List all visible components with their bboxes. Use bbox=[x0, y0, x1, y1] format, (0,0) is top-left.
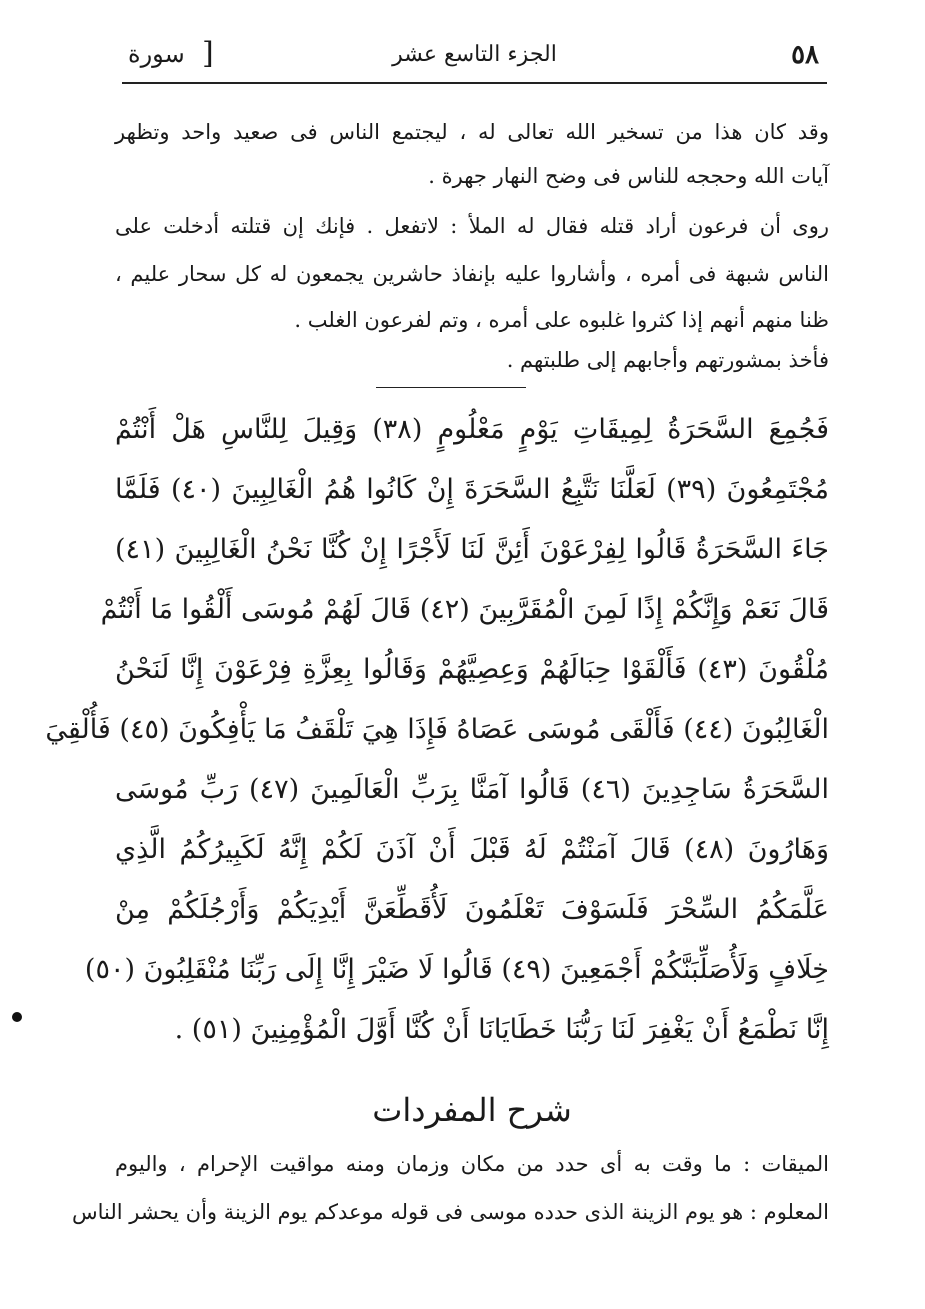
intro-line: وقد كان هذا من تسخير الله تعالى له ، ليجتمع الناس فى صعيد واحد وتظهر bbox=[115, 120, 829, 144]
narration-line: فأخذ بمشورتهم وأجابهم إلى طلبتهم . bbox=[506, 348, 829, 372]
narration-line: الناس شبهة فى أمره ، وأشاروا عليه بإنفاذ حاشرين يجمعون له كل سحار عليم ، bbox=[115, 262, 829, 286]
verse-line: وَهَارُونَ (٤٨) قَالَ آمَنْتُمْ لَهُ قَبْلَ أَنْ آذَنَ لَكُمْ إِنَّهُ لَكَبِيرُكُمُ الَّذِي bbox=[115, 834, 829, 865]
verse-line: مُجْتَمِعُونَ (٣٩) لَعَلَّنَا نَتَّبِعُ السَّحَرَةَ إِنْ كَانُوا هُمُ الْغَالِبِينَ (٤٠) فَلَمَّا bbox=[115, 474, 829, 505]
running-title: الجزء التاسع عشر bbox=[392, 42, 557, 67]
narration-line: ظنا منهم أنهم إذا كثروا غلبوه على أمره ، وتم لفرعون الغلب . bbox=[294, 308, 829, 332]
intro-line: آيات الله وحججه للناس فى وضح النهار جهرة . bbox=[428, 164, 829, 188]
page-header bbox=[122, 34, 827, 84]
margin-dot bbox=[12, 1012, 22, 1022]
header-rule bbox=[122, 82, 827, 84]
verse-line: السَّحَرَةُ سَاجِدِينَ (٤٦) قَالُوا آمَنَّا بِرَبِّ الْعَالَمِينَ (٤٧) رَبِّ مُوسَى bbox=[115, 774, 830, 805]
surah-label: سورة bbox=[128, 40, 185, 68]
verse-line: قَالَ نَعَمْ وَإِنَّكُمْ إِذًا لَمِنَ الْمُقَرَّبِينَ (٤٢) قَالَ لَهُمْ مُوسَى أَلْقُوا مَا أَنْتُمْ bbox=[100, 594, 829, 625]
page-number: ٥٨ bbox=[791, 40, 819, 70]
verse-line: خِلَافٍ وَلَأُصَلِّبَنَّكُمْ أَجْمَعِينَ (٤٩) قَالُوا لَا ضَيْرَ إِنَّا إِلَى رَبِّنَا مُنْقَلِبُونَ (٥٠) bbox=[84, 954, 829, 985]
section-divider bbox=[376, 387, 526, 388]
glossary-line: المعلوم : هو يوم الزينة الذى حدده موسى فى قوله موعدكم يوم الزينة وأن يحشر الناس bbox=[71, 1200, 829, 1224]
verse-line: مُلْقُونَ (٤٣) فَأَلْقَوْا حِبَالَهُمْ وَعِصِيَّهُمْ وَقَالُوا بِعِزَّةِ فِرْعَوْنَ إِنَّا لَنَحْنُ bbox=[115, 654, 829, 685]
verse-line: فَجُمِعَ السَّحَرَةُ لِمِيقَاتِ يَوْمٍ مَعْلُومٍ (٣٨) وَقِيلَ لِلنَّاسِ هَلْ أَنْتُمْ bbox=[115, 414, 829, 445]
glossary-line: الميقات : ما وقت به أى حدد من مكان وزمان ومنه مواقيت الإحرام ، واليوم bbox=[115, 1152, 829, 1176]
verse-line: الْغَالِبُونَ (٤٤) فَأَلْقَى مُوسَى عَصَاهُ فَإِذَا هِيَ تَلْقَفُ مَا يَأْفِكُونَ (٤٥) فَأُلْقِيَ bbox=[45, 714, 829, 745]
surah-bracket: ] bbox=[202, 36, 214, 71]
verse-line: عَلَّمَكُمُ السِّحْرَ فَلَسَوْفَ تَعْلَمُونَ لَأُقَطِّعَنَّ أَيْدِيَكُمْ وَأَرْجُلَكُمْ مِنْ bbox=[115, 894, 829, 925]
narration-line: روى أن فرعون أراد قتله فقال له الملأ : لاتفعل . فإنك إن قتلته أدخلت على bbox=[115, 214, 829, 238]
verse-line: إِنَّا نَطْمَعُ أَنْ يَغْفِرَ لَنَا رَبُّنَا خَطَايَانَا أَنْ كُنَّا أَوَّلَ الْمُؤْمِنِينَ (٥١) . bbox=[174, 1014, 829, 1045]
section-heading: شرح المفردات bbox=[372, 1091, 572, 1129]
verse-line: جَاءَ السَّحَرَةُ قَالُوا لِفِرْعَوْنَ أَئِنَّ لَنَا لَأَجْرًا إِنْ كُنَّا نَحْنُ الْغَالِبِينَ (٤١) bbox=[115, 534, 829, 565]
